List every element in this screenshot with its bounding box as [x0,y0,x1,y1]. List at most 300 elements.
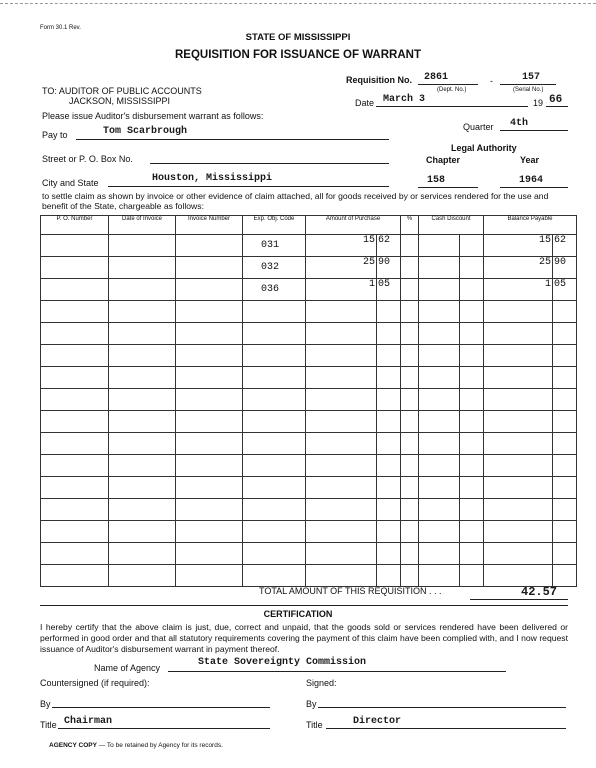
cell-cd [419,543,484,565]
cell-code [243,455,306,477]
cell-bal [484,279,577,301]
cell-po [41,345,109,367]
cell-cd [419,433,484,455]
city-line [108,186,389,187]
amt-dollars: 25 [306,257,377,278]
legal-authority-label: Legal Authority [451,143,517,153]
cell-cd [419,279,484,301]
bal-cents: 62 [554,235,567,246]
cd-dollars [419,345,460,366]
bal-dollars [484,433,553,454]
cell-po [41,279,109,301]
cd-dollars [419,455,460,476]
requisition-label: Requisition No. [346,75,412,85]
table-row [41,345,577,367]
form-id: Form 30.1 Rev. [40,25,81,31]
bal-cents [553,411,576,432]
cell-pct [401,235,419,257]
to-line-2: JACKSON, MISSISSIPPI [69,96,171,106]
city-value: Houston, Mississippi [152,173,273,184]
col-invoice-number: Invoice Number [176,216,243,235]
amt-dollars [306,499,377,520]
cell-cd [419,455,484,477]
cell-inv [176,499,243,521]
quarter-line [500,130,568,131]
amt-cents [377,499,400,520]
chapter-line [418,187,478,188]
bal-dollars [484,521,553,542]
amt-cents: 90 [378,257,391,268]
cell-code [243,301,306,323]
total-line [470,599,568,600]
cell-inv [176,279,243,301]
cd-dollars [419,411,460,432]
cell-pct [401,477,419,499]
cd-dollars [419,235,460,256]
cell-amt [306,367,401,389]
cell-code: 031 [243,235,306,257]
cell-cd [419,323,484,345]
amt-dollars [306,367,377,388]
bal-dollars: 25 [484,257,553,278]
col-balance-payable: Balance Payable [484,216,577,235]
cell-po [41,367,109,389]
amt-dollars [306,543,377,564]
cell-amt [306,499,401,521]
year-label: Year [520,155,540,165]
cell-cd [419,565,484,587]
col-exp-obj-code: Exp. Obj. Code [243,216,306,235]
cell-amt [306,389,401,411]
cd-dollars [419,323,460,344]
date-label: Date [355,98,375,108]
serial-no-line [500,84,556,85]
form-title: REQUISITION FOR ISSUANCE OF WARRANT [175,49,421,61]
bal-dollars [484,389,553,410]
cell-date [109,279,176,301]
countersigned-label: Countersigned (if required): [40,678,150,688]
dept-no-caption: (Dept. No.) [437,87,467,93]
bal-dollars [484,301,553,322]
cell-bal [484,389,577,411]
cell-cd [419,345,484,367]
cell-pct [401,543,419,565]
footer-note [49,742,223,749]
cell-cd [419,477,484,499]
cell-cd [419,499,484,521]
cell-date [109,543,176,565]
cell-pct [401,433,419,455]
cell-bal [484,499,577,521]
cell-inv [176,521,243,543]
cell-bal [484,521,577,543]
cell-pct [401,257,419,279]
col-po-number: P. O. Number [41,216,109,235]
cell-amt [306,345,401,367]
cd-cents [460,455,483,476]
table-row [41,411,577,433]
bal-dollars [484,455,553,476]
table-row [41,257,577,279]
to-line-3: Please issue Auditor's disbursement warrant as follows: [42,111,264,121]
legal-year-line [500,187,568,188]
cell-pct [401,455,419,477]
cd-cents [460,323,483,344]
amt-cents [377,477,400,498]
cell-code [243,521,306,543]
bal-cents [553,345,576,366]
table-row [41,389,577,411]
cell-amt [306,455,401,477]
table-row [41,323,577,345]
title-left-label: Title [40,720,57,730]
amt-dollars [306,301,377,322]
cell-bal [484,565,577,587]
table-row [41,433,577,455]
title-left-value: Chairman [64,716,113,727]
cell-inv [176,257,243,279]
cell-pct [401,301,419,323]
cell-code [243,389,306,411]
bal-cents [553,521,576,542]
quarter-label: Quarter [463,122,494,132]
cell-date [109,455,176,477]
cd-dollars [419,521,460,542]
cell-code [243,411,306,433]
chapter-value: 158 [427,175,446,186]
cell-inv [176,323,243,345]
table-row [41,455,577,477]
cell-date [109,389,176,411]
bal-cents [553,499,576,520]
cell-cd [419,367,484,389]
cd-cents [460,477,483,498]
date-year-prefix: 19 [533,98,544,108]
cd-cents [460,433,483,454]
cell-inv [176,411,243,433]
amt-dollars [306,477,377,498]
cell-bal [484,433,577,455]
cell-pct [401,521,419,543]
bal-cents [553,455,576,476]
cell-po [41,257,109,279]
cd-cents [460,499,483,520]
amt-cents [377,345,400,366]
cell-code [243,565,306,587]
cell-po [41,389,109,411]
col-cash-discount: Cash Discount [419,216,484,235]
cd-dollars [419,499,460,520]
bal-dollars [484,411,553,432]
cell-cd [419,521,484,543]
bal-cents [553,367,576,388]
serial-no-value: 157 [522,72,541,83]
amt-cents [377,565,400,586]
bal-dollars [484,499,553,520]
cell-amt [306,477,401,499]
dept-no-line [418,84,478,85]
cell-bal [484,301,577,323]
cd-cents [460,279,483,300]
title-right-line [326,728,566,729]
cd-cents [460,521,483,542]
pay-to-label: Pay to [42,130,68,140]
amt-dollars [306,565,377,586]
cell-po [41,433,109,455]
table-row [41,499,577,521]
amt-dollars [306,433,377,454]
cell-cd [419,389,484,411]
to-line-1: TO: AUDITOR OF PUBLIC ACCOUNTS [42,86,202,96]
cell-po [41,235,109,257]
cell-code: 032 [243,257,306,279]
cd-dollars [419,543,460,564]
cd-dollars [419,389,460,410]
title-right-value: Director [353,716,402,727]
cell-cd [419,411,484,433]
table-row [41,565,577,587]
by-right-label: By [306,699,317,709]
cell-bal [484,323,577,345]
amt-cents [377,323,400,344]
cell-inv [176,235,243,257]
table-row [41,367,577,389]
cell-inv [176,455,243,477]
street-line [150,163,389,164]
bal-dollars [484,345,553,366]
cell-inv [176,367,243,389]
cd-dollars [419,279,460,300]
amt-dollars [306,345,377,366]
cd-cents [460,389,483,410]
city-label: City and State [42,178,99,188]
agency-value: State Sovereignty Commission [198,657,367,668]
cd-dollars [419,477,460,498]
footer-agency-copy: AGENCY COPY [49,742,97,749]
agency-line [168,671,506,672]
cell-amt [306,301,401,323]
cell-date [109,477,176,499]
cell-inv [176,477,243,499]
bal-cents [553,565,576,586]
by-left-label: By [40,699,51,709]
cell-amt [306,279,401,301]
cell-date [109,367,176,389]
cell-inv [176,433,243,455]
amt-cents [377,455,400,476]
cd-cents [460,257,483,278]
cd-cents [460,235,483,256]
cell-date [109,235,176,257]
pay-to-value: Tom Scarbrough [103,126,188,137]
cell-amt [306,411,401,433]
by-left-line [52,707,270,708]
bal-dollars [484,565,553,586]
cell-pct [401,367,419,389]
date-line [376,106,528,107]
cell-po [41,565,109,587]
quarter-value: 4th [510,118,529,129]
cd-dollars [419,257,460,278]
cell-po [41,477,109,499]
cell-code [243,543,306,565]
cell-inv [176,389,243,411]
table-row [41,235,577,257]
cell-amt [306,257,401,279]
amt-cents: 62 [378,235,391,246]
col-date-of-invoice: Date of Invoice [109,216,176,235]
cell-bal [484,367,577,389]
amt-cents [377,367,400,388]
amt-cents [377,389,400,410]
total-value: 42.57 [521,585,558,599]
page-top-border [0,3,596,4]
certification-heading: CERTIFICATION [263,609,333,619]
cell-bal [484,543,577,565]
cd-cents [460,565,483,586]
cell-code [243,433,306,455]
agency-label: Name of Agency [94,663,161,673]
cell-pct [401,565,419,587]
table-row [41,301,577,323]
bal-dollars [484,477,553,498]
by-right-line [318,707,566,708]
cell-date [109,433,176,455]
cell-pct [401,345,419,367]
cell-amt [306,323,401,345]
date-value: March 3 [383,94,426,105]
cell-po [41,543,109,565]
cell-po [41,521,109,543]
cell-pct [401,411,419,433]
certification-text: I hereby certify that the above claim is just, due, correct and unpaid, that the goods sold or services rendered have been delivered or performed in good order and that all statutory requirements covering the payment of this claim have been complied with, and I now request issuance of Auditor's disbursement warrant in payment thereof. [40,622,568,654]
total-label: TOTAL AMOUNT OF THIS REQUISITION . . . [259,586,442,596]
cell-inv [176,345,243,367]
cd-dollars [419,301,460,322]
amt-dollars [306,323,377,344]
col-amount-of-purchase: Amount of Purchase [306,216,401,235]
pay-to-line [76,139,389,140]
title-right-label: Title [306,720,323,730]
dash-separator: - [490,76,493,86]
cell-date [109,521,176,543]
table-header-row [41,216,577,235]
cell-amt [306,235,401,257]
table-row [41,521,577,543]
amt-dollars: 15 [306,235,377,256]
signed-label: Signed: [306,678,337,688]
certification-divider [40,605,568,606]
cell-amt [306,543,401,565]
claim-table [40,215,577,587]
settle-claim-text: to settle claim as shown by invoice or other evidence of claim attached, all for goods received by or services rendered for the use and benefit of the State, chargeable as follows: [42,191,549,211]
date-year-line [546,106,568,107]
amt-cents [377,521,400,542]
dept-no-value: 2861 [424,72,449,83]
bal-dollars [484,367,553,388]
cd-cents [460,345,483,366]
cell-amt [306,521,401,543]
bal-dollars: 15 [484,235,553,256]
amt-dollars [306,521,377,542]
cell-pct [401,389,419,411]
amt-cents [377,543,400,564]
cell-date [109,411,176,433]
date-year-suffix: 66 [549,94,563,106]
cell-po [41,301,109,323]
cd-cents [460,301,483,322]
cell-code [243,323,306,345]
table-row [41,543,577,565]
table-row [41,477,577,499]
title-left-line [58,728,270,729]
cd-cents [460,367,483,388]
cell-inv [176,301,243,323]
amt-cents [377,301,400,322]
cd-cents [460,543,483,564]
cell-date [109,257,176,279]
amt-cents [377,411,400,432]
bal-dollars: 1 [484,279,553,300]
cell-date [109,499,176,521]
cell-code: 036 [243,279,306,301]
cell-amt [306,433,401,455]
col-percent: % [401,216,419,235]
cell-bal [484,345,577,367]
cell-bal [484,455,577,477]
bal-cents [553,301,576,322]
cd-cents [460,411,483,432]
cell-date [109,301,176,323]
amt-dollars [306,411,377,432]
state-heading: STATE OF MISSISSIPPI [245,32,351,43]
cell-cd [419,301,484,323]
cell-po [41,323,109,345]
chapter-label: Chapter [426,155,461,165]
legal-year-value: 1964 [519,175,544,186]
cell-date [109,345,176,367]
bal-cents [553,389,576,410]
cell-code [243,499,306,521]
cell-date [109,323,176,345]
cell-pct [401,323,419,345]
footer-text: — To be retained by Agency for its records. [96,742,223,749]
cell-po [41,455,109,477]
cell-amt [306,565,401,587]
bal-dollars [484,323,553,344]
cell-pct [401,499,419,521]
cell-inv [176,543,243,565]
bal-cents: 05 [554,279,567,290]
cell-bal [484,477,577,499]
bal-cents [553,323,576,344]
cell-cd [419,235,484,257]
bal-dollars [484,543,553,564]
cd-dollars [419,565,460,586]
amt-cents: 05 [378,279,391,290]
cell-po [41,411,109,433]
amt-dollars: 1 [306,279,377,300]
cell-date [109,565,176,587]
cell-inv [176,565,243,587]
bal-cents [553,477,576,498]
bal-cents: 90 [554,257,567,268]
cell-pct [401,279,419,301]
cell-bal [484,411,577,433]
amt-dollars [306,389,377,410]
amt-dollars [306,455,377,476]
table-row [41,279,577,301]
